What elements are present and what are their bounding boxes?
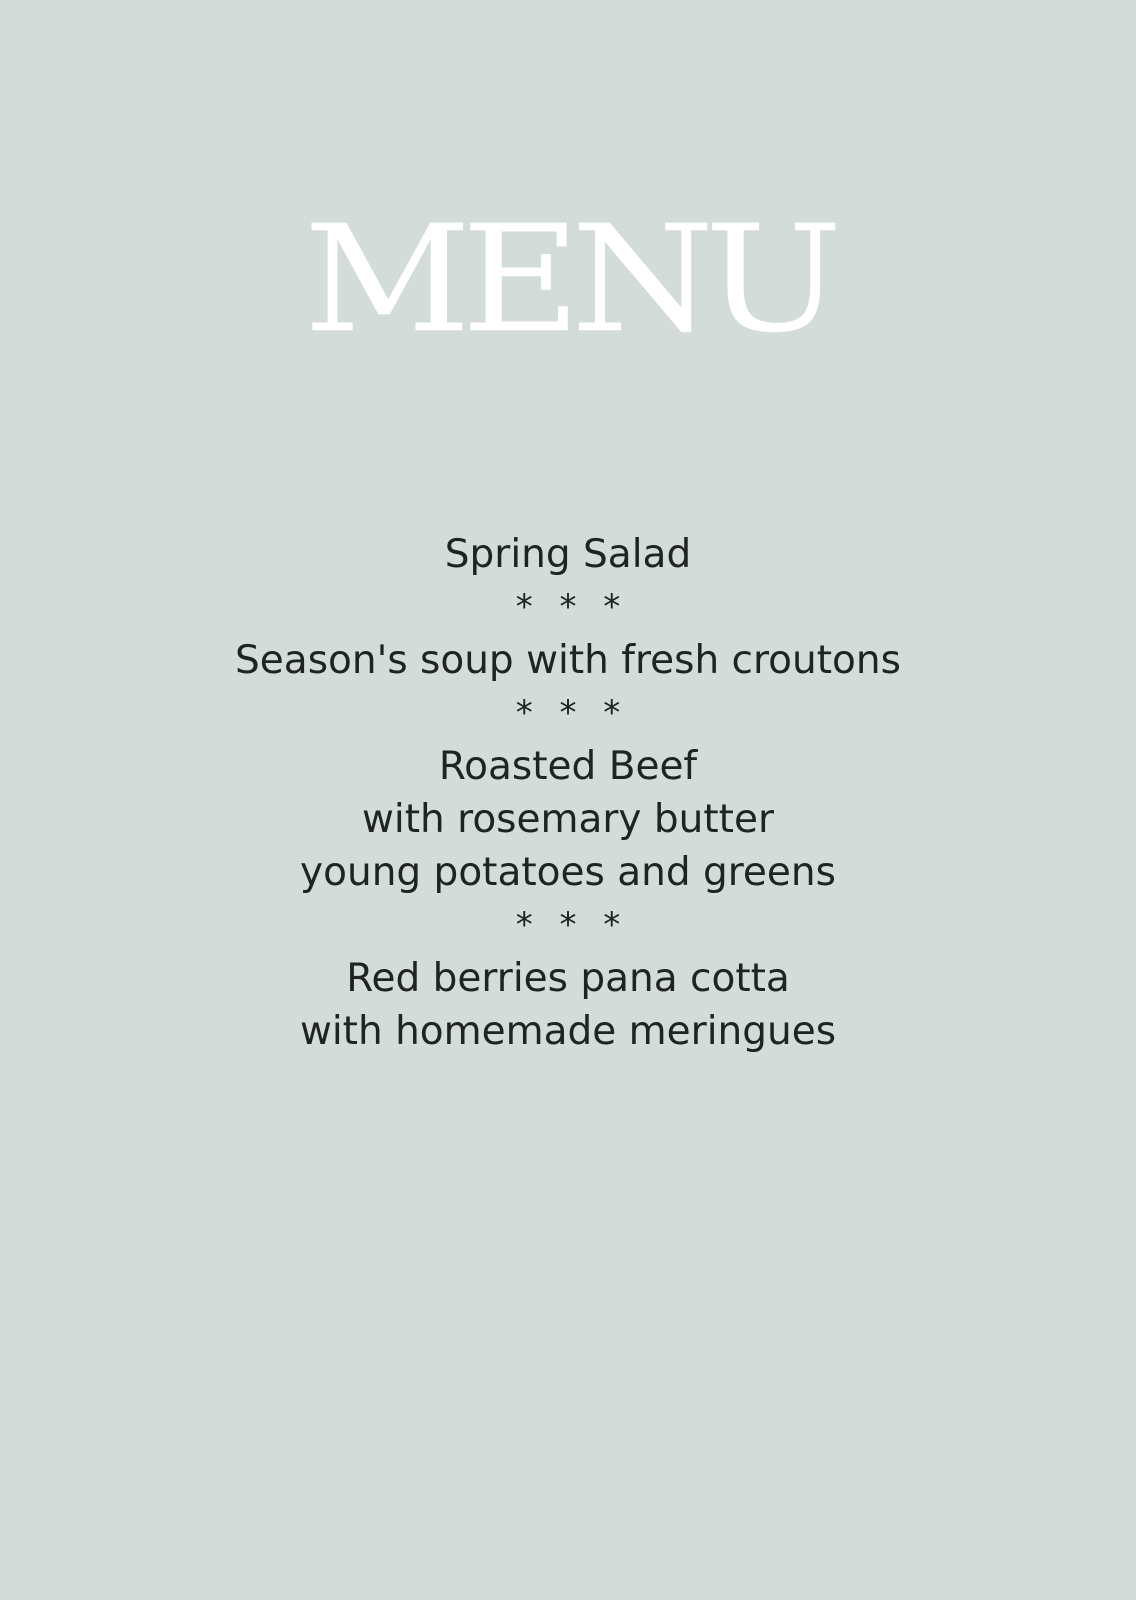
course-line: young potatoes and greens (300, 850, 836, 895)
course-item (0, 634, 1136, 687)
course-line: with homemade meringues (299, 1009, 837, 1054)
course-item (0, 952, 1136, 1058)
course-line: with rosemary butter (362, 797, 774, 842)
course-separator: * * * (515, 587, 629, 627)
course-line: Season's soup with fresh croutons (235, 638, 901, 683)
course-line: Red berries pana cotta (346, 956, 790, 1001)
course-separator: * * * (515, 905, 629, 945)
menu-title: MENU (303, 193, 833, 366)
course-item (0, 528, 1136, 581)
course-item (0, 740, 1136, 899)
course-line: Spring Salad (444, 532, 692, 577)
course-separator: * * * (515, 693, 629, 733)
course-line: Roasted Beef (438, 744, 698, 789)
menu-courses (0, 528, 1136, 1058)
